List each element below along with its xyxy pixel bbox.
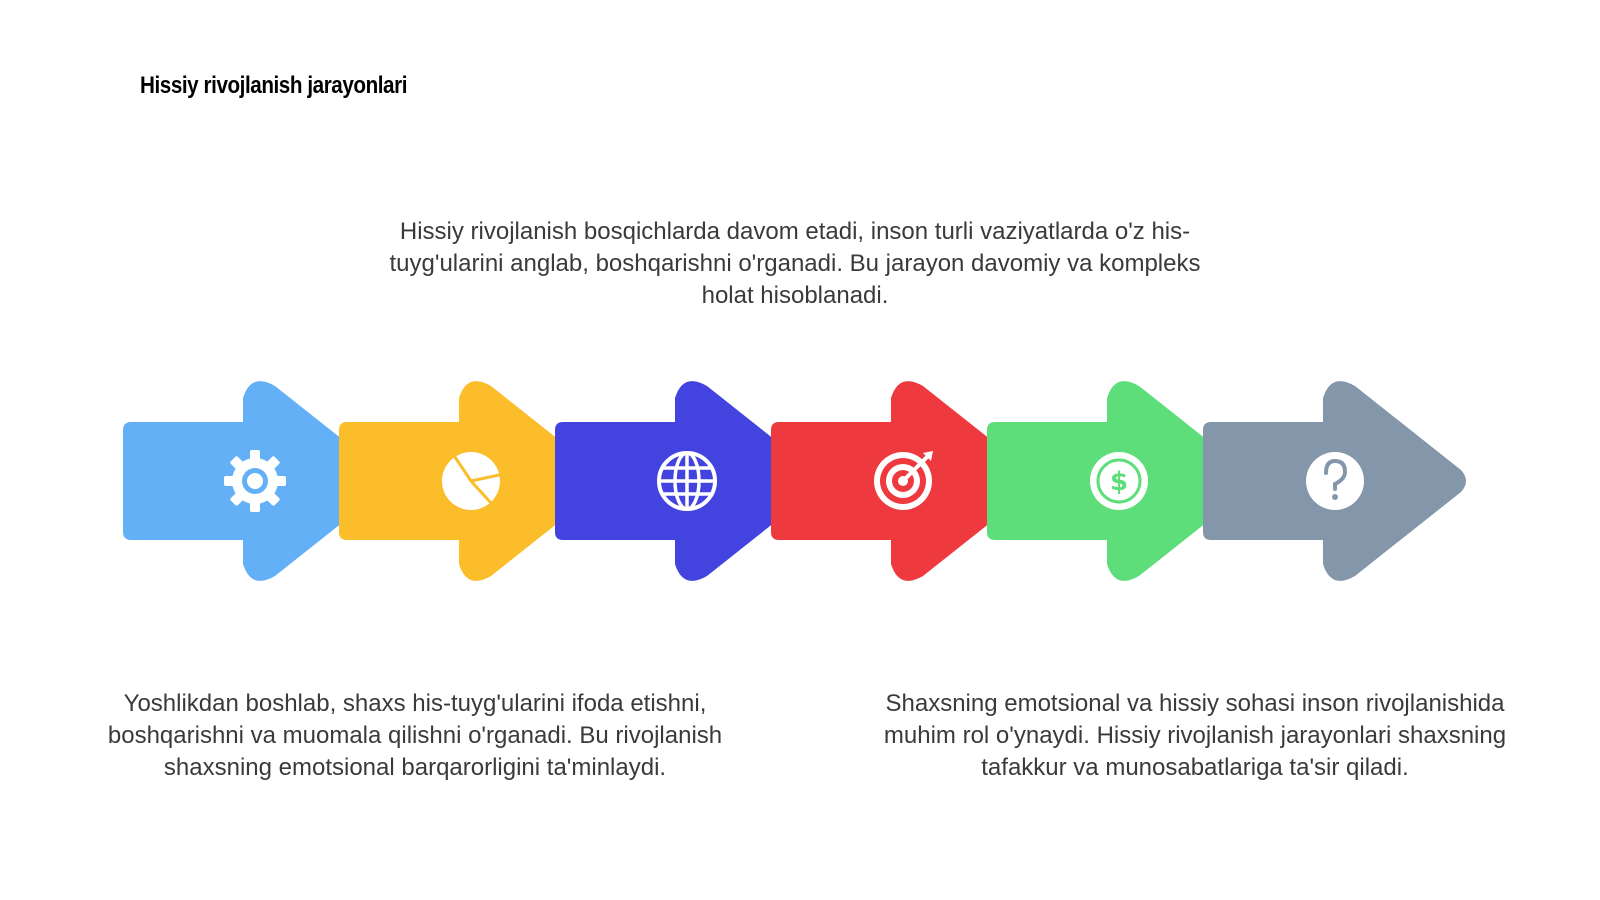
pie-chart-icon [442, 452, 500, 510]
globe-icon [659, 453, 715, 509]
right-text: Shaxsning emotsional va hissiy sohasi inson rivojlanishida muhim rol o'ynaydi. Hissiy rivojlanish jarayonlari shaxsning tafakkur va munosabatlariga ta'sir qiladi. [883, 690, 1507, 781]
svg-text:$: $ [1109, 467, 1129, 497]
question-icon [1306, 452, 1364, 510]
intro-text: Hissiy rivojlanish bosqichlarda davom etadi, inson turli vaziyatlarda o'z his-tuyg'ularini anglab, boshqarishni o'rganadi. Bu jarayon davomiy va kompleks holat hisoblanadi. [389, 218, 1201, 309]
left-text: Yoshlikdan boshlab, shaxs his-tuyg'ularini ifoda etishni, boshqarishni va muomala qilishni o'rganadi. Bu rivojlanish shaxsning emotsional barqarorligini ta'minlaydi. [107, 690, 723, 781]
gear-icon [224, 450, 286, 512]
dollar-coin-icon [1090, 452, 1148, 510]
arrow-6 [1203, 381, 1466, 581]
page-title: Hissiy rivojlanish jarayonlari [140, 72, 408, 99]
